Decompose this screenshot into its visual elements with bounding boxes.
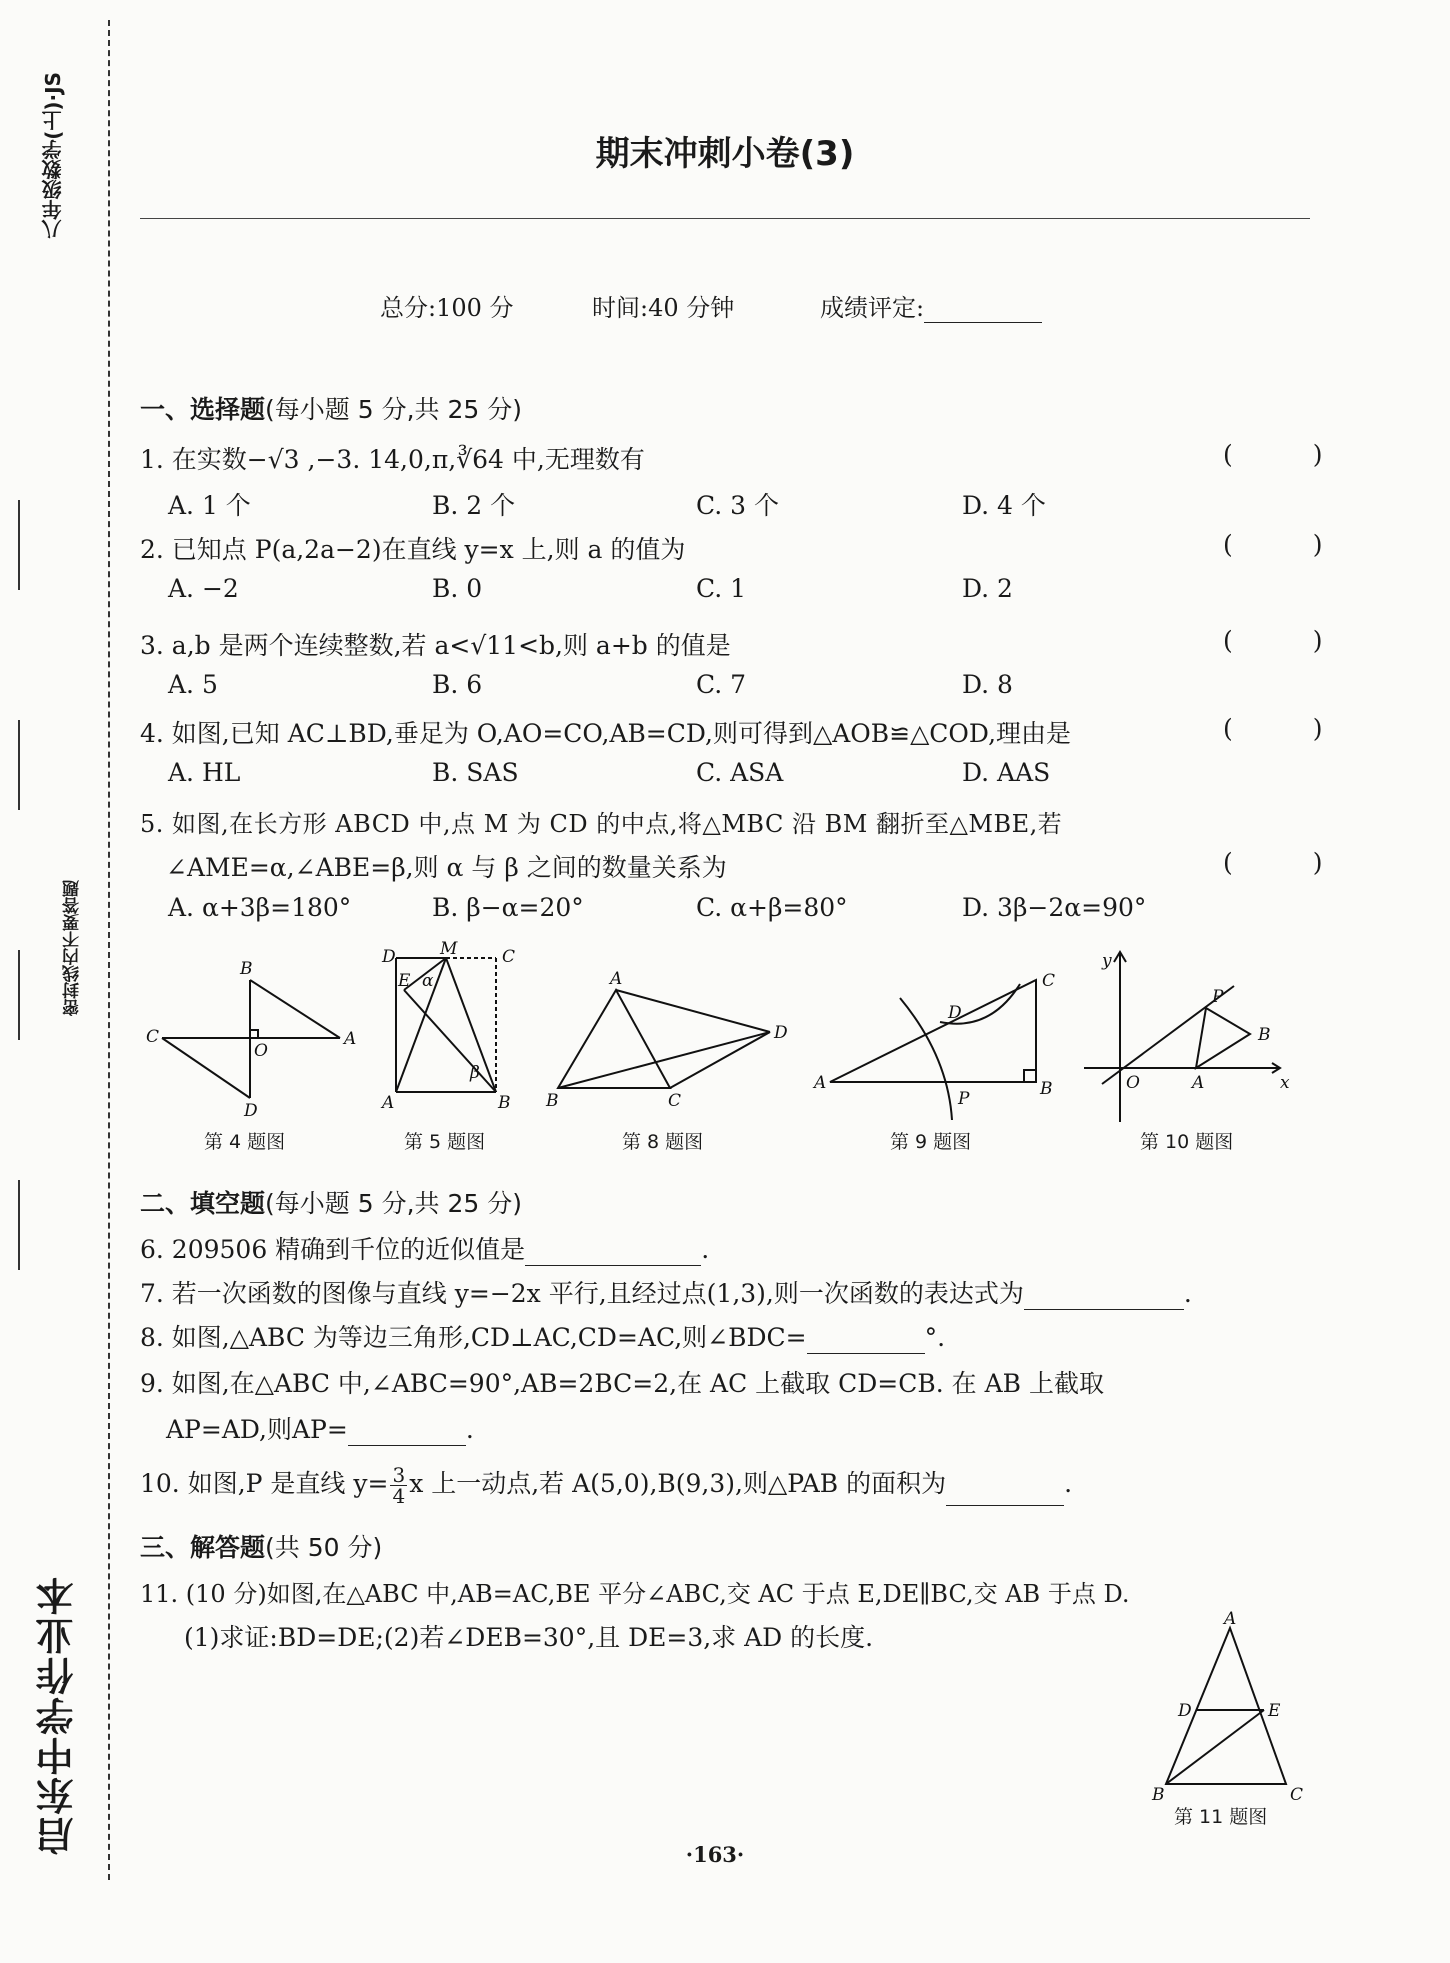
seal-line-note: 密封线内不要答题 <box>63 880 83 1016</box>
time-limit: 时间:40 分钟 <box>592 294 735 322</box>
q10-fraction: $\frac{3}{4}$ <box>392 1463 406 1508</box>
fig10-label-b: B <box>1258 1025 1271 1045</box>
q7-blank[interactable] <box>1024 1285 1184 1310</box>
q5-option-a[interactable]: A. α+3β=180° <box>168 893 352 922</box>
q4-option-b[interactable]: B. SAS <box>432 758 519 787</box>
grade-text: 成绩评定: <box>820 294 925 322</box>
q9-line2: AP=AD,则AP= . <box>166 1415 474 1444</box>
figure-8 <box>545 969 788 1111</box>
q9-line1: 9. 如图,在△ABC 中,∠ABC=90°,AB=2BC=2,在 AC 上截取 CD=CB. 在 AB 上截取 <box>140 1369 1104 1398</box>
q2-answer-paren[interactable]: ( ) <box>1223 530 1359 559</box>
section3-heading: 三、解答题(共 50 分) <box>140 1533 383 1562</box>
fig5-label-d: D <box>382 947 396 967</box>
grade-blank[interactable] <box>924 298 1042 323</box>
name-field-line <box>18 500 20 590</box>
fig11-label-d: D <box>1178 1701 1192 1721</box>
caption-fig5: 第 5 题图 <box>404 1131 486 1153</box>
q2-stem: 2. 已知点 P(a,2a−2)在直线 y=x 上,则 a 的值为 <box>140 535 686 564</box>
q11-line1: 11. (10 分)如图,在△ABC 中,AB=AC,BE 平分∠ABC,交 AC 于点 E,DE∥BC,交 AB 于点 D. <box>140 1580 1130 1608</box>
section2-heading: 二、填空题(每小题 5 分,共 25 分) <box>140 1189 522 1218</box>
title-divider <box>140 218 1310 219</box>
q5-option-c[interactable]: C. α+β=80° <box>696 893 848 922</box>
q4-answer-paren[interactable]: ( ) <box>1223 714 1359 743</box>
q1-option-a[interactable]: A. 1 个 <box>168 491 251 520</box>
q1-stem: 1. 在实数−√3 ,−3. 14,0,π,∛64 中,无理数有 <box>140 445 645 474</box>
book-label: 八年级数学(上)·JS <box>41 72 65 240</box>
q3-option-d[interactable]: D. 8 <box>962 670 1013 699</box>
fig9-label-d: D <box>948 1003 962 1023</box>
fig11-label-e: E <box>1268 1701 1281 1721</box>
fig10-label-y: y <box>1102 951 1112 971</box>
q4-stem: 4. 如图,已知 AC⊥BD,垂足为 O,AO=CO,AB=CD,则可得到△AOB≌△COD,理由是 <box>140 719 1072 748</box>
q1-option-b[interactable]: B. 2 个 <box>432 491 516 520</box>
q10-blank[interactable] <box>946 1481 1064 1506</box>
caption-fig9: 第 9 题图 <box>890 1131 972 1153</box>
fig5-label-b: B <box>498 1093 511 1113</box>
figure-11 <box>1140 1610 1310 1810</box>
fig4-label-o: O <box>254 1041 268 1061</box>
fig4-label-c: C <box>146 1027 160 1047</box>
q4-option-c[interactable]: C. ASA <box>696 758 784 787</box>
fig10-label-o: O <box>1126 1073 1140 1093</box>
fig4-label-b: B <box>240 959 253 979</box>
fig10-label-x: x <box>1280 1073 1290 1093</box>
fig5-label-a: A <box>382 1093 395 1113</box>
fig4-label-d: D <box>244 1101 258 1121</box>
fig4-label-a: A <box>344 1029 357 1049</box>
fig8-label-d: D <box>774 1023 788 1043</box>
q10: 10. 如图,P 是直线 y= $\frac{3}{4}$ x 上一动点,若 A(5,0),B(9,3),则△PAB 的面积为 . <box>140 1463 1073 1508</box>
q2-option-c[interactable]: C. 1 <box>696 574 747 603</box>
section1-heading: 一、选择题(每小题 5 分,共 25 分) <box>140 395 522 424</box>
school-field-line <box>18 1180 20 1270</box>
binding-dashed-line <box>108 20 110 1880</box>
fig8-label-c: C <box>668 1091 682 1111</box>
q2-option-d[interactable]: D. 2 <box>962 574 1013 603</box>
fig10-label-a: A <box>1192 1073 1205 1093</box>
q5-option-b[interactable]: B. β−α=20° <box>432 893 584 922</box>
caption-fig8: 第 8 题图 <box>622 1131 704 1153</box>
fig9-label-p: P <box>958 1089 970 1109</box>
fig9-label-a: A <box>814 1073 827 1093</box>
q4-option-a[interactable]: A. HL <box>168 758 241 787</box>
class-field-line <box>18 720 20 810</box>
school-label: 启东中学作业本 <box>36 1575 80 1855</box>
fig11-label-c: C <box>1290 1785 1304 1805</box>
q6: 6. 209506 精确到千位的近似值是 . <box>140 1235 710 1264</box>
figure-10 <box>1084 951 1290 1122</box>
q5-answer-paren[interactable]: ( ) <box>1223 848 1359 877</box>
q8-blank[interactable] <box>807 1329 925 1354</box>
figure-5 <box>380 939 515 1113</box>
q5-stem: 5. 如图,在长方形 ABCD 中,点 M 为 CD 的中点,将△MBC 沿 BM 翻折至△MBE,若 <box>140 810 1063 838</box>
fig8-label-a: A <box>610 969 623 989</box>
q4-option-d[interactable]: D. AAS <box>962 758 1051 787</box>
q3-stem: 3. a,b 是两个连续整数,若 a<√11<b,则 a+b 的值是 <box>140 631 731 660</box>
fig9-label-b: B <box>1040 1079 1053 1099</box>
q2-option-a[interactable]: A. −2 <box>168 574 239 603</box>
page-number: ·163· <box>685 1842 745 1867</box>
fig5-label-alpha: α <box>422 971 434 991</box>
fig11-label-a: A <box>1224 1609 1237 1629</box>
q5-stem-line2: ∠AME=α,∠ABE=β,则 α 与 β 之间的数量关系为 <box>166 853 727 882</box>
fig5-label-c: C <box>502 947 516 967</box>
q5-option-d[interactable]: D. 3β−2α=90° <box>962 893 1147 922</box>
figure-9 <box>812 971 1055 1120</box>
q3-option-b[interactable]: B. 6 <box>432 670 483 699</box>
q11-line2: (1)求证:BD=DE;(2)若∠DEB=30°,且 DE=3,求 AD 的长度. <box>184 1623 874 1652</box>
caption-fig10: 第 10 题图 <box>1140 1131 1234 1153</box>
number-field-line <box>18 950 20 1040</box>
q8: 8. 如图,△ABC 为等边三角形,CD⊥AC,CD=AC,则∠BDC= °. <box>140 1323 946 1352</box>
q1-option-d[interactable]: D. 4 个 <box>962 491 1046 520</box>
q3-answer-paren[interactable]: ( ) <box>1223 626 1359 655</box>
fig8-label-b: B <box>546 1091 559 1111</box>
page-title: 期末冲刺小卷(3) <box>595 134 855 174</box>
grade-label <box>820 288 1042 323</box>
total-score: 总分:100 分 <box>380 294 514 322</box>
q7: 7. 若一次函数的图像与直线 y=−2x 平行,且经过点(1,3),则一次函数的表达式为 . <box>140 1279 1192 1308</box>
fig5-label-e: E <box>398 971 411 991</box>
figures-row <box>140 939 1330 1130</box>
q3-option-c[interactable]: C. 7 <box>696 670 747 699</box>
q3-option-a[interactable]: A. 5 <box>168 670 218 699</box>
q1-option-c[interactable]: C. 3 个 <box>696 491 779 520</box>
figure-4 <box>146 959 356 1121</box>
fig9-label-c: C <box>1042 971 1056 991</box>
q6-blank[interactable] <box>525 1241 701 1266</box>
caption-fig11: 第 11 题图 <box>1174 1806 1268 1828</box>
fig10-label-p: P <box>1212 987 1224 1007</box>
caption-fig4: 第 4 题图 <box>204 1131 286 1153</box>
fig5-label-m: M <box>440 939 458 959</box>
fig5-label-beta: β <box>470 1063 480 1083</box>
q2-option-b[interactable]: B. 0 <box>432 574 483 603</box>
q9-blank[interactable] <box>348 1421 466 1446</box>
fig11-label-b: B <box>1152 1785 1165 1805</box>
q1-answer-paren[interactable]: ( ) <box>1223 440 1359 469</box>
